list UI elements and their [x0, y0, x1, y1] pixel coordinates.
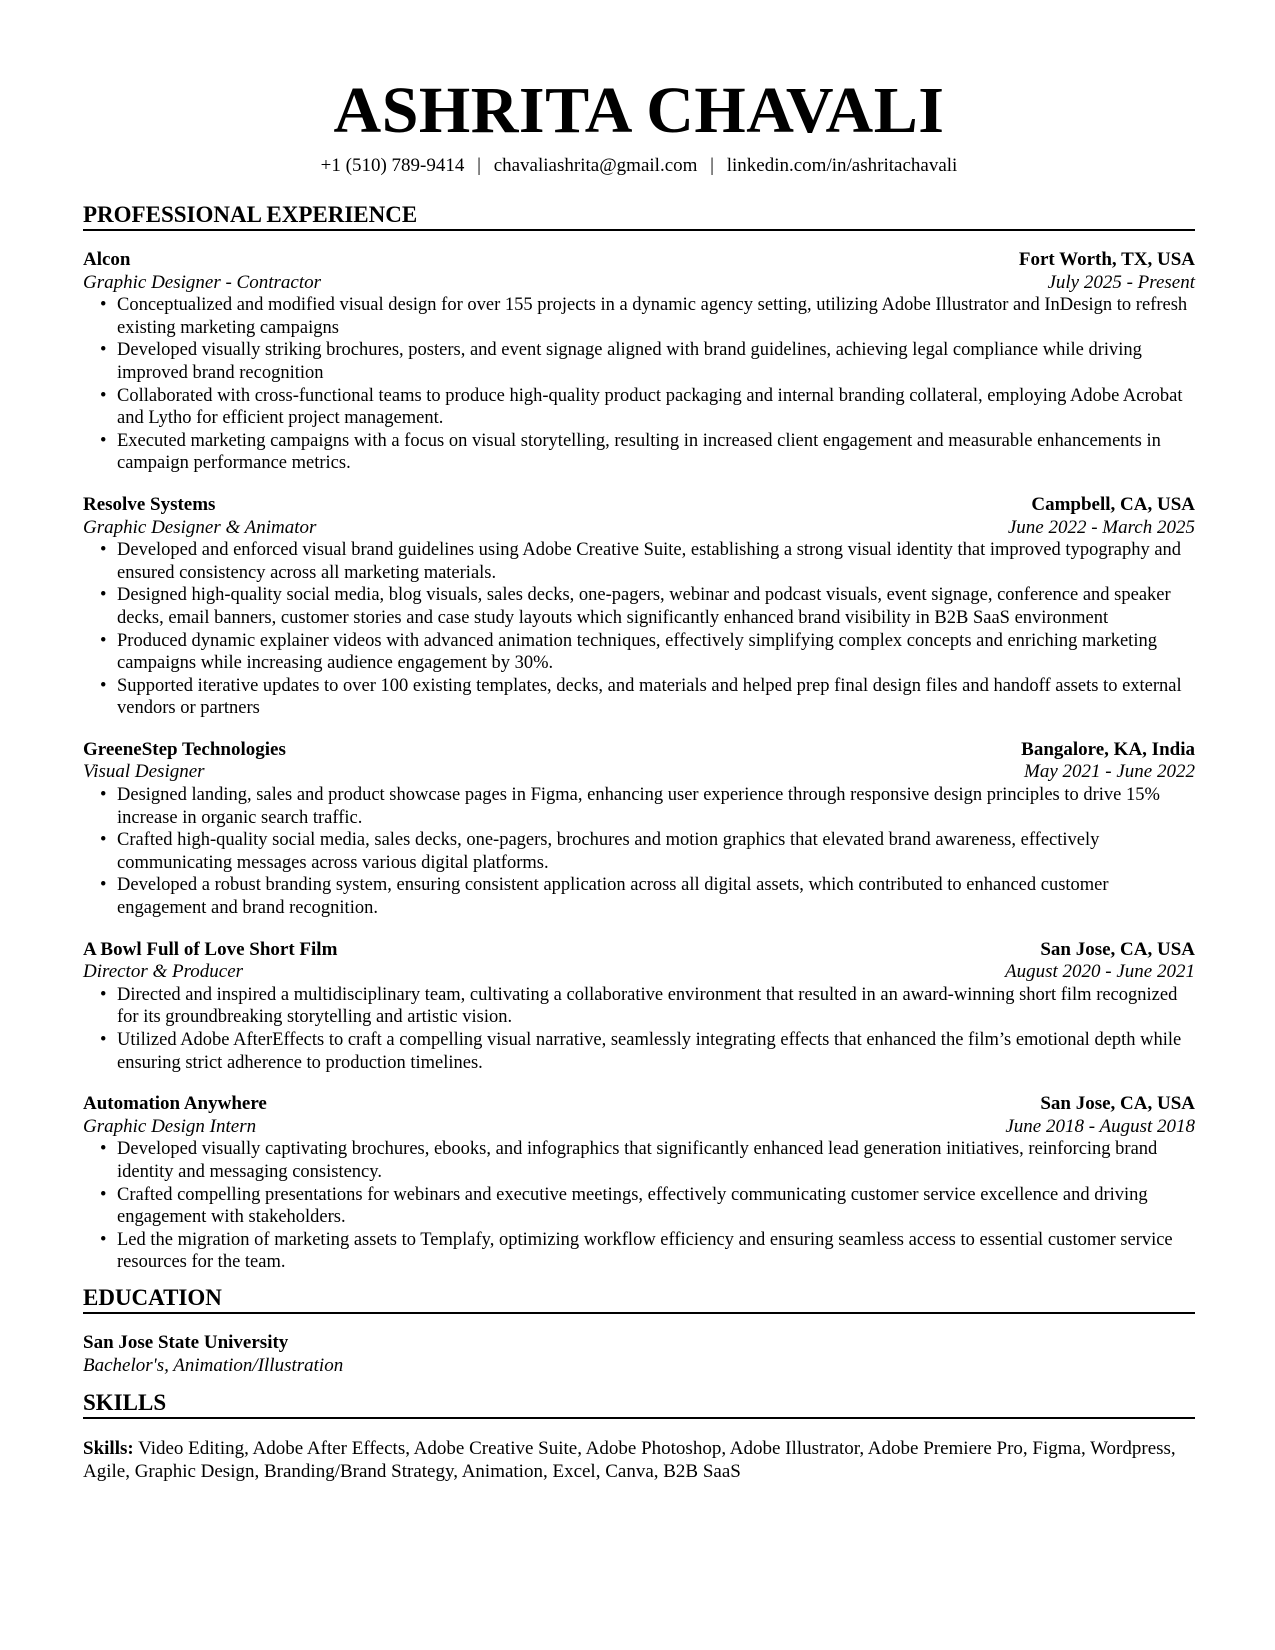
job-header-row — [83, 1093, 1195, 1116]
job-role: Director & Producer — [83, 961, 244, 983]
job-dates: July 2025 - Present — [1047, 271, 1195, 293]
education-school-row — [83, 1332, 1195, 1355]
school-name: San Jose State University — [83, 1331, 289, 1353]
skills-list: Video Editing, Adobe After Effects, Adobe Creative Suite, Adobe Photoshop, Adobe Illustrator, Adobe Premiere Pro, Figma, Wordpress, Agile, Graphic Design, Branding/Brand Strategy, Animation, Excel, Canva, B2B SaaS — [83, 1438, 1176, 1483]
skills-label: Skills: — [83, 1438, 134, 1460]
job-role: Visual Designer — [83, 761, 205, 783]
linkedin-url: linkedin.com/in/ashritachavali — [726, 155, 958, 176]
job-bullet: • Conceptualized and modified visual design for over 155 projects in a dynamic agency setting, utilizing Adobe Illustrator and InDesign to refresh existing marketing campaigns — [117, 294, 1195, 339]
degree-name: Bachelor's, Animation/Illustration — [83, 1354, 344, 1376]
job-entry — [83, 1093, 1195, 1274]
email-address: chavaliashrita@gmail.com — [493, 155, 698, 176]
job-bullet: • Directed and inspired a multidisciplinary team, cultivating a collaborative environment that resulted in an award-winning short film recognized for its groundbreaking storytelling and artistic vision. — [117, 984, 1195, 1029]
job-header-row — [83, 249, 1195, 272]
job-bullet: • Utilized Adobe AfterEffects to craft a compelling visual narrative, seamlessly integrating effects that enhanced the film’s emotional depth while ensuring strict adherence to production timelines. — [117, 1029, 1195, 1074]
job-bullet-list — [83, 784, 1195, 920]
job-dates: August 2020 - June 2021 — [1005, 961, 1195, 983]
company-name: Automation Anywhere — [83, 1093, 267, 1115]
job-bullet: • Crafted compelling presentations for webinars and executive meetings, effectively communicating customer service excellence and driving engagement with stakeholders. — [117, 1184, 1195, 1229]
job-bullet: • Designed landing, sales and product showcase pages in Figma, enhancing user experience through responsive design principles to drive 15% increase in organic search traffic. — [117, 784, 1195, 829]
job-location: Fort Worth, TX, USA — [1018, 249, 1195, 270]
job-bullet: • Developed a robust branding system, ensuring consistent application across all digital assets, which contributed to enhanced customer engagement and brand recognition. — [117, 874, 1195, 919]
job-entry — [83, 249, 1195, 475]
job-role-row — [83, 517, 1195, 540]
job-bullet: • Supported iterative updates to over 100 existing templates, decks, and materials and helped prep final design files and handoff assets to external vendors or partners — [117, 675, 1195, 720]
contact-separator: | — [477, 155, 481, 176]
job-bullet: • Developed and enforced visual brand guidelines using Adobe Creative Suite, establishing a strong visual identity that improved typography and ensured consistency across all marketing materials. — [117, 539, 1195, 584]
section-title-skills: SKILLS — [83, 1390, 1195, 1419]
job-location: San Jose, CA, USA — [1040, 938, 1195, 960]
job-dates: May 2021 - June 2022 — [1024, 761, 1195, 783]
job-bullet: • Executed marketing campaigns with a focus on visual storytelling, resulting in increased client engagement and measurable enhancements in campaign performance metrics. — [117, 430, 1195, 475]
skills-paragraph — [83, 1437, 1195, 1483]
company-name: Alcon — [83, 249, 131, 270]
job-header-row — [83, 939, 1195, 962]
job-role: Graphic Designer - Contractor — [83, 271, 322, 293]
job-location: Bangalore, KA, India — [1021, 738, 1195, 760]
job-role-row — [83, 961, 1195, 984]
candidate-name: ASHRITA CHAVALI — [333, 74, 945, 147]
job-role-row — [83, 761, 1195, 784]
contact-line — [83, 154, 1195, 178]
education-degree-row — [83, 1355, 1195, 1378]
job-dates: June 2022 - March 2025 — [1007, 516, 1195, 538]
job-role: Graphic Designer & Animator — [83, 516, 317, 538]
job-bullet: • Developed visually captivating brochures, ebooks, and infographics that significantly enhanced lead generation initiatives, reinforcing brand identity and messaging consistency. — [117, 1138, 1195, 1183]
company-name: GreeneStep Technologies — [83, 738, 286, 760]
job-bullet: • Collaborated with cross-functional teams to produce high-quality product packaging and internal branding collateral, employing Adobe Acrobat and Lytho for efficient project management. — [117, 385, 1195, 430]
job-header-row — [83, 739, 1195, 762]
job-header-row — [83, 494, 1195, 517]
job-bullet: • Produced dynamic explainer videos with advanced animation techniques, effectively simplifying complex concepts and enriching marketing campaigns while increasing audience engagement by 30%. — [117, 630, 1195, 675]
job-location: Campbell, CA, USA — [1031, 493, 1195, 515]
job-bullet-list — [83, 984, 1195, 1074]
section-title-education: EDUCATION — [83, 1285, 1195, 1314]
job-bullet-list — [83, 539, 1195, 720]
job-role: Graphic Design Intern — [83, 1115, 257, 1137]
job-location: San Jose, CA, USA — [1040, 1093, 1195, 1115]
experience-section — [83, 231, 1195, 1274]
job-entry — [83, 739, 1195, 920]
job-bullet-list — [83, 294, 1195, 475]
company-name: A Bowl Full of Love Short Film — [83, 938, 338, 960]
contact-separator: | — [710, 155, 714, 176]
job-role-row — [83, 272, 1195, 295]
section-title-experience: PROFESSIONAL EXPERIENCE — [83, 202, 1195, 231]
job-entry — [83, 939, 1195, 1075]
resume-page — [83, 74, 1195, 1483]
job-bullet: • Developed visually striking brochures, posters, and event signage aligned with brand guidelines, achieving legal compliance while driving improved brand recognition — [117, 339, 1195, 384]
job-bullet: • Designed high-quality social media, blog visuals, sales decks, one-pagers, webinar and podcast visuals, event signage, conference and speaker decks, email banners, customer stories and case study layouts which significantly enhanced brand visibility in B2B SaaS environment — [117, 584, 1195, 629]
job-entry — [83, 494, 1195, 720]
job-bullet-list — [83, 1138, 1195, 1274]
skills-section — [83, 1419, 1195, 1483]
phone-number: +1 (510) 789-9414 — [320, 155, 465, 176]
company-name: Resolve Systems — [83, 493, 216, 515]
job-dates: June 2018 - August 2018 — [1005, 1115, 1195, 1137]
job-bullet: • Crafted high-quality social media, sales decks, one-pagers, brochures and motion graphics that elevated brand awareness, effectively communicating messages across various digital platforms. — [117, 829, 1195, 874]
education-section — [83, 1314, 1195, 1377]
job-bullet: • Led the migration of marketing assets to Templafy, optimizing workflow efficiency and ensuring seamless access to essential customer service resources for the team. — [117, 1229, 1195, 1274]
job-role-row — [83, 1116, 1195, 1139]
